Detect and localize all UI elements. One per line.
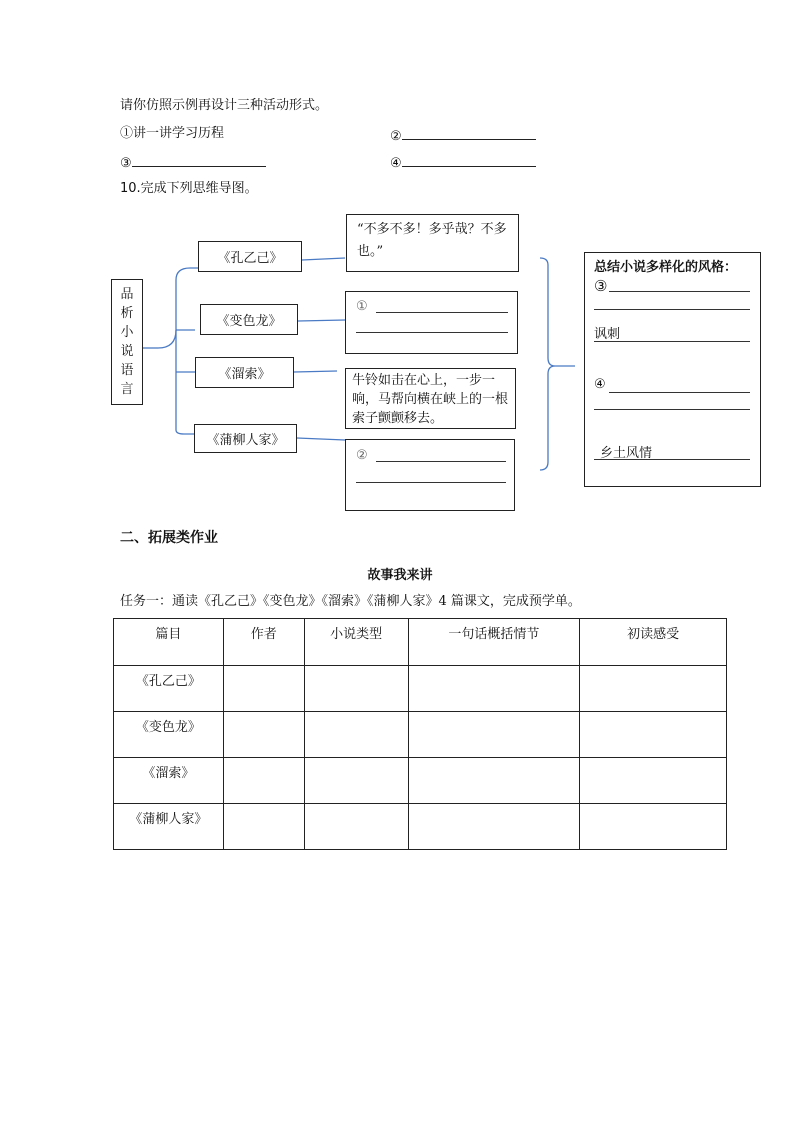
node-liusuo: 《溜索》: [195, 357, 294, 388]
mindmap-root: 品 析 小 说 语 言: [111, 279, 143, 405]
cell-title: 《孔乙己》: [114, 666, 224, 712]
summary-box: 总结小说多样化的风格： ③ 讽刺 ④ 乡土风情: [584, 252, 761, 487]
section-2-heading: 二、拓展类作业: [120, 530, 218, 546]
summary-blank-3-line-1[interactable]: [609, 291, 750, 292]
cell-type[interactable]: [304, 712, 408, 758]
header-author: 作者: [223, 619, 304, 666]
table-row: [114, 758, 727, 804]
cell-summary[interactable]: [408, 666, 580, 712]
cell-impression[interactable]: [580, 758, 727, 804]
table-row: [114, 712, 727, 758]
header-title: 篇目: [114, 619, 224, 666]
task-text: 任务一：通读《孔乙己》《变色龙》《溜索》《蒲柳人家》4 篇课文，完成预学单。: [120, 594, 581, 609]
cell-author[interactable]: [223, 712, 304, 758]
item-2-marker: ②: [390, 129, 402, 144]
cell-title: 《溜索》: [114, 758, 224, 804]
cell-title: 《蒲柳人家》: [114, 804, 224, 850]
summary-blank-4-line-1[interactable]: [609, 392, 750, 393]
cell-summary[interactable]: [408, 758, 580, 804]
table-header-row: [114, 619, 727, 666]
cell-type[interactable]: [304, 666, 408, 712]
table-row: [114, 804, 727, 850]
summary-blank-3-line-2[interactable]: [594, 309, 750, 310]
node-bianselong: 《变色龙》: [200, 304, 298, 335]
quote-box-kongyiji: “不多不多！多乎哉？不多也。”: [346, 214, 519, 272]
cell-impression[interactable]: [580, 666, 727, 712]
item-3-marker: ③: [120, 156, 132, 171]
node-puliurenjia: 《蒲柳人家》: [194, 424, 297, 453]
cell-summary[interactable]: [408, 712, 580, 758]
summary-satire: 讽刺: [594, 327, 621, 342]
item-4-marker: ④: [390, 156, 402, 171]
cell-title: 《变色龙》: [114, 712, 224, 758]
activity-item-1: ①讲一讲学习历程: [120, 126, 225, 141]
cell-author[interactable]: [223, 804, 304, 850]
blank-1-line-2[interactable]: [356, 332, 508, 333]
blank-box-1: ①: [345, 291, 518, 354]
cell-author[interactable]: [223, 666, 304, 712]
preview-table: [113, 618, 727, 850]
cell-author[interactable]: [223, 758, 304, 804]
blank-box-2: ②: [345, 439, 515, 511]
quote-box-liusuo: 牛铃如击在心上，一步一响，马帮向横在峡上的一根索子颤颤移去。: [345, 368, 516, 429]
instruction-text: 请你仿照示例再设计三种活动形式。: [120, 98, 329, 113]
cell-impression[interactable]: [580, 804, 727, 850]
summary-rural-line[interactable]: [594, 459, 750, 460]
cell-type[interactable]: [304, 758, 408, 804]
question-10: 10.完成下列思维导图。: [120, 181, 258, 196]
story-title: 故事我来讲: [367, 568, 433, 583]
node-kongyiji: 《孔乙己》: [198, 241, 302, 272]
cell-type[interactable]: [304, 804, 408, 850]
summary-rural: 乡土风情: [600, 446, 653, 461]
table-row: [114, 666, 727, 712]
header-summary: 一句话概括情节: [408, 619, 580, 666]
cell-summary[interactable]: [408, 804, 580, 850]
blank-2-line-2[interactable]: [356, 482, 506, 483]
summary-title: 总结小说多样化的风格：: [594, 260, 738, 275]
summary-satire-line[interactable]: [594, 341, 750, 342]
header-impression: 初读感受: [580, 619, 727, 666]
header-type: 小说类型: [304, 619, 408, 666]
summary-blank-4-line-2[interactable]: [594, 409, 750, 410]
cell-impression[interactable]: [580, 712, 727, 758]
blank-2-line-1[interactable]: [376, 461, 506, 462]
blank-1-line-1[interactable]: [376, 312, 508, 313]
